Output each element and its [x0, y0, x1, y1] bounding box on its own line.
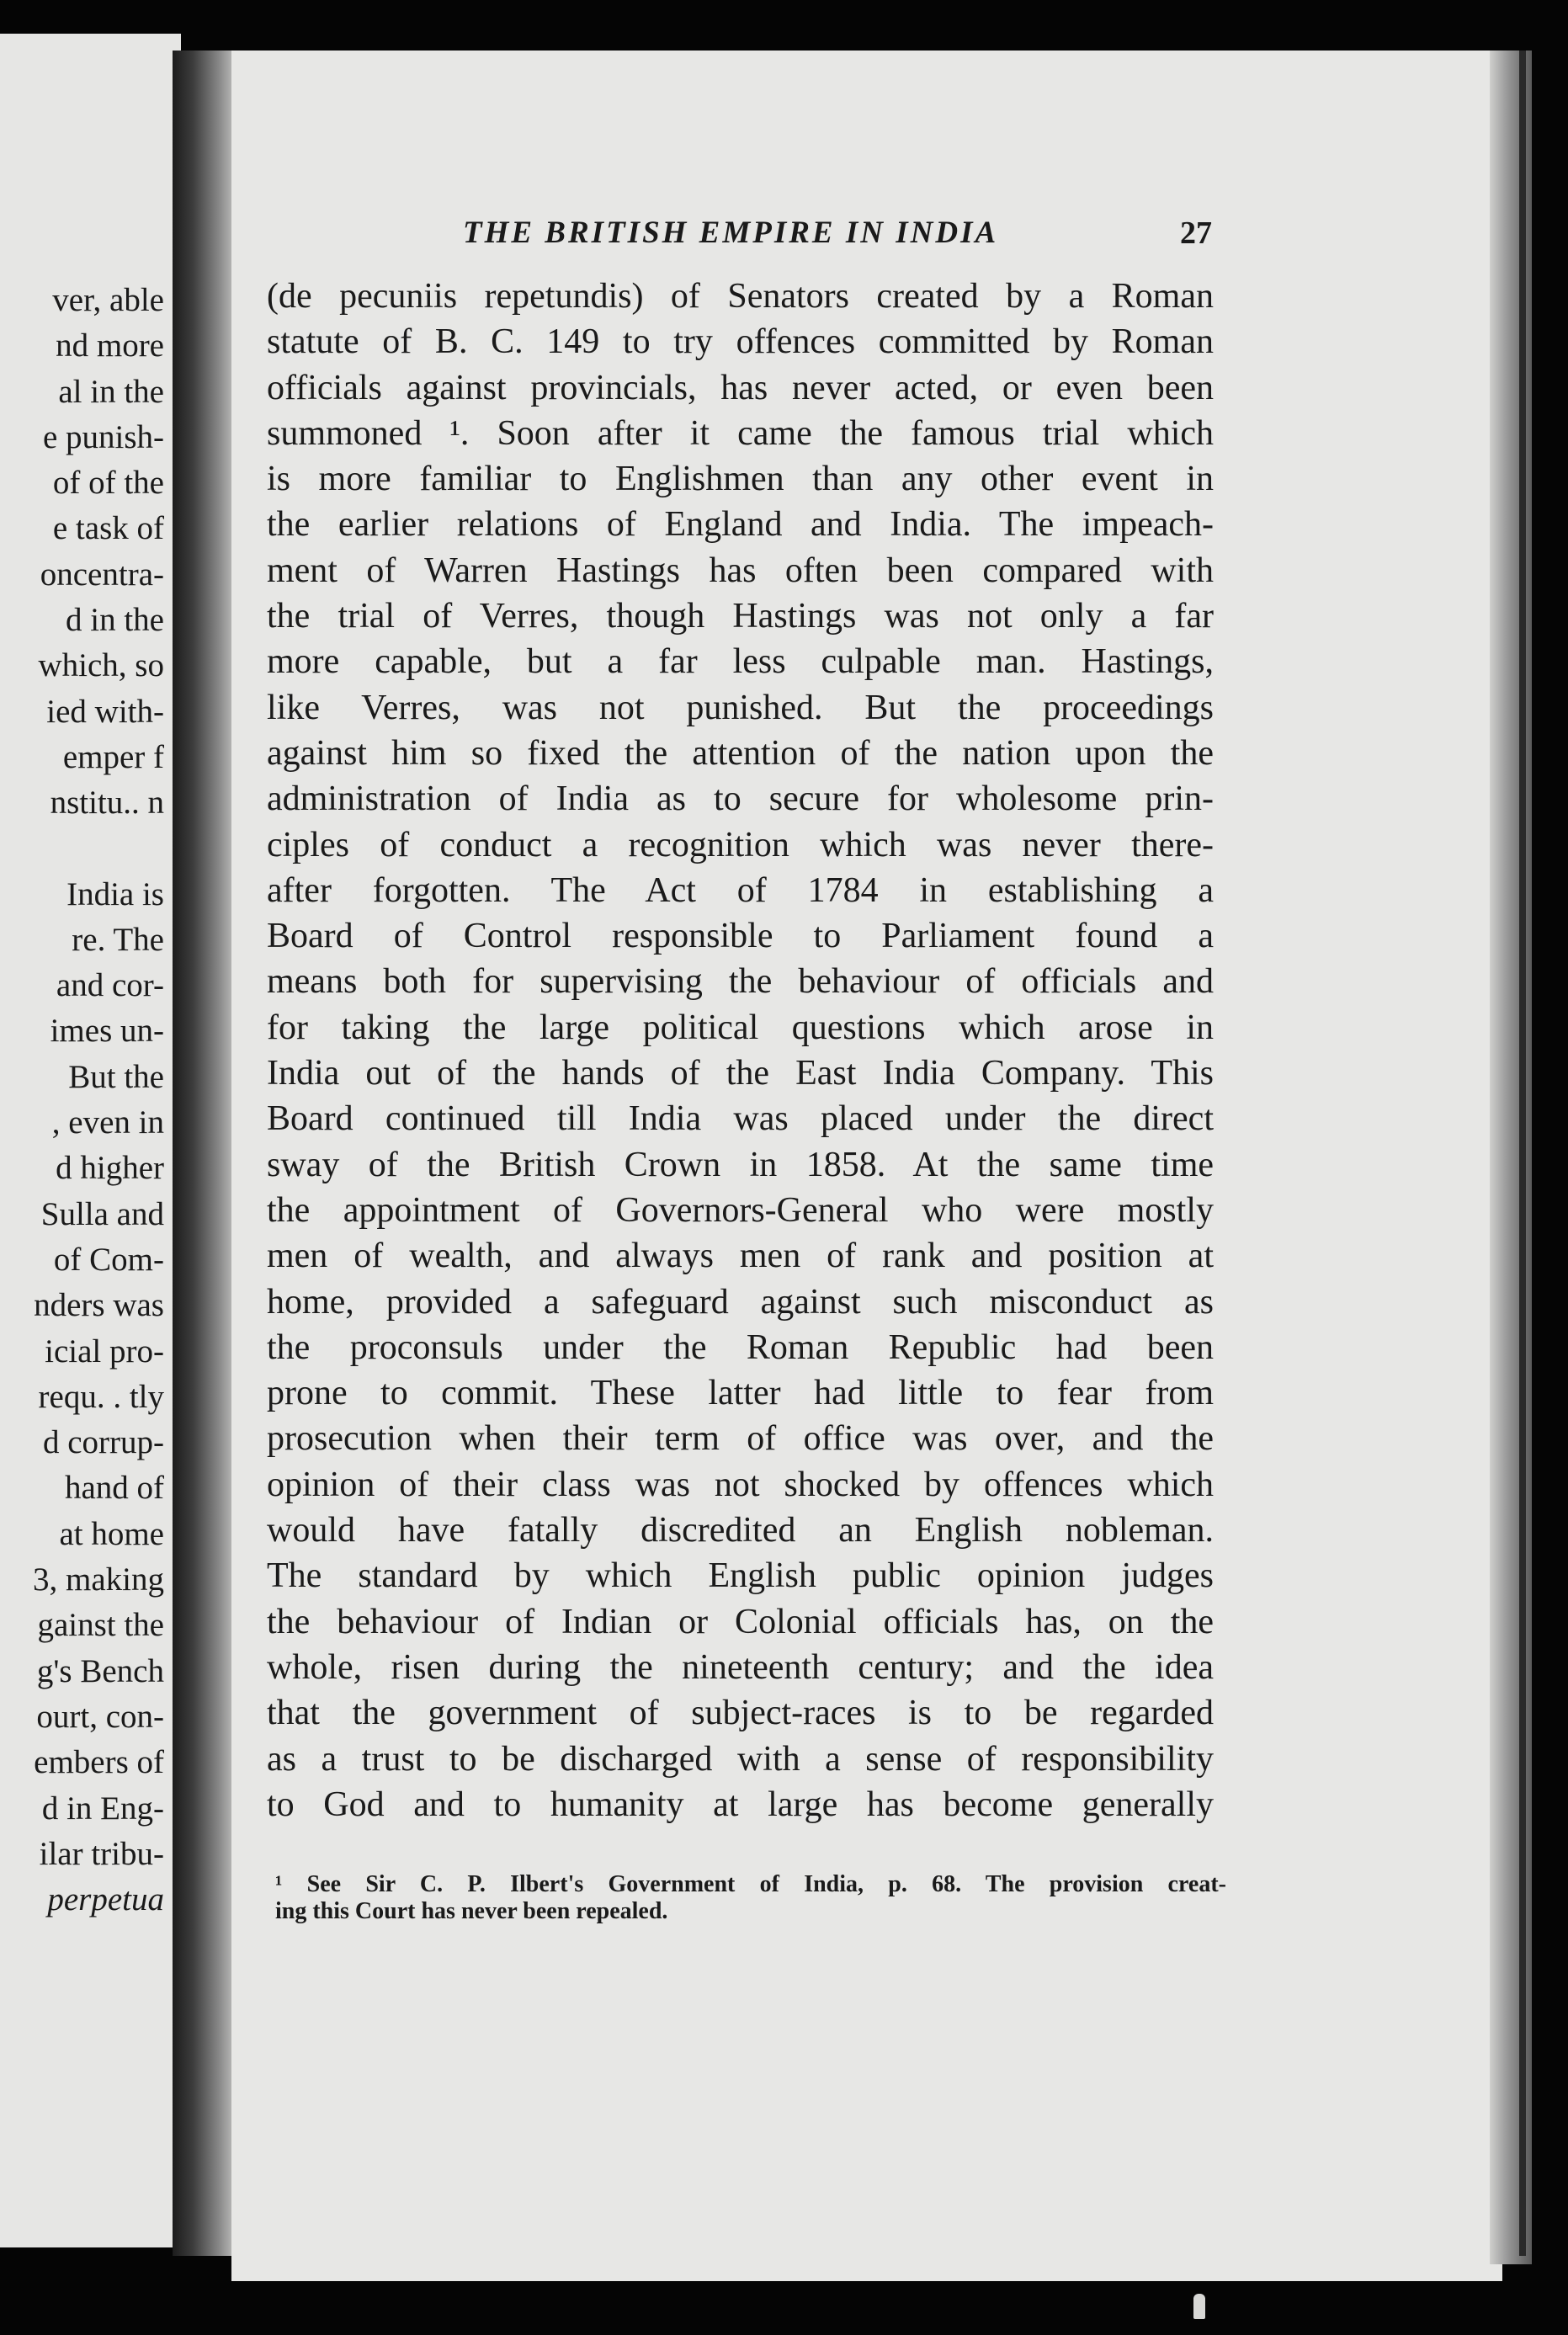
page-number: 27 [1180, 215, 1212, 251]
left-page-text [0, 278, 164, 1923]
left-page-line: imes un- [50, 1013, 164, 1050]
left-page-line: e punish- [42, 418, 164, 455]
body-line: The standard by which English public opinion judges [267, 1556, 1214, 1596]
body-line: ment of Warren Hastings has often been compared with [267, 551, 1214, 590]
body-line: summoned ¹. Soon after it came the famous trial which [267, 413, 1214, 453]
body-line: officials against provincials, has never acted, or even been [267, 368, 1214, 407]
left-page-line: d corrup- [42, 1424, 164, 1461]
body-line: prosecution when their term of office was over, and the [267, 1419, 1214, 1459]
left-page-line: d in the [66, 602, 164, 639]
body-line: as a trust to be discharged with a sense of responsibility [267, 1739, 1214, 1779]
footnote-line: ing this Court has never been repealed. [275, 1898, 668, 1924]
body-line: would have fatally discredited an English nobleman. [267, 1511, 1214, 1550]
body-line: administration of India as to secure for wholesome prin- [267, 779, 1214, 819]
left-page-line: nders was [34, 1287, 164, 1324]
left-page-line: But the [68, 1058, 164, 1095]
left-page-line: g's Bench [36, 1652, 164, 1689]
body-line: for taking the large political questions which arose in [267, 1008, 1214, 1047]
body-line: India out of the hands of the East India Company. This [267, 1054, 1214, 1093]
body-line: the proconsuls under the Roman Republic had been [267, 1327, 1214, 1367]
body-line: is more familiar to Englishmen than any other event in [267, 460, 1214, 499]
body-line: that the government of subject-races is to be regarded [267, 1694, 1214, 1733]
running-title: THE BRITISH EMPIRE IN INDIA [463, 215, 999, 250]
left-page-line: hand of [64, 1470, 164, 1507]
left-page-line: India is [66, 875, 164, 912]
body-line: against him so fixed the attention of the nation upon the [267, 733, 1214, 773]
left-page-line: emper f [62, 738, 164, 775]
left-page-line: requ. . tly [38, 1378, 164, 1415]
body-line: home, provided a safeguard against such misconduct as [267, 1282, 1214, 1322]
body-line: sway of the British Crown in 1858. At the same time [267, 1145, 1214, 1184]
left-page-line: oncentra- [40, 556, 164, 593]
body-line: the trial of Verres, though Hastings was not only a far [267, 597, 1214, 636]
body-line: the appointment of Governors-General who were mostly [267, 1190, 1214, 1230]
left-page-line: al in the [58, 373, 164, 410]
left-page-line: e task of [52, 510, 164, 547]
page-header [463, 215, 1212, 265]
left-page-line: gainst the [37, 1607, 164, 1644]
left-page-line: , even in [51, 1104, 164, 1141]
left-page-line: and cor- [56, 967, 164, 1004]
left-page-line: re. The [72, 921, 164, 958]
body-line: Board of Control responsible to Parliament found a [267, 917, 1214, 956]
left-page-line: d in Eng- [41, 1790, 164, 1827]
left-page-line [0, 827, 164, 872]
body-line: like Verres, was not punished. But the proceedings [267, 688, 1214, 727]
left-page-line: ourt, con- [36, 1698, 164, 1735]
left-page-line: perpetua [47, 1881, 164, 1918]
body-line: statute of B. C. 149 to try offences committed by Roman [267, 322, 1214, 362]
facing-left-page [0, 34, 181, 2247]
body-line: to God and to humanity at large has become generally [267, 1784, 1214, 1824]
right-edge-line [1519, 51, 1526, 2256]
scan-artifact [1193, 2294, 1205, 2319]
book-gutter-shadow [173, 51, 240, 2256]
footnote [275, 1871, 1226, 1925]
body-line: after forgotten. The Act of 1784 in establishing a [267, 870, 1214, 910]
body-line: (de pecuniis repetundis) of Senators created by a Roman [267, 277, 1214, 316]
left-page-line: at home [59, 1515, 164, 1552]
left-page-line: of Com- [53, 1241, 164, 1278]
footnote-line: ¹ See Sir C. P. Ilbert's Government of India, p. 68. The provision creat- [275, 1871, 1226, 1897]
left-page-line: ilar tribu- [39, 1835, 164, 1872]
body-line: the earlier relations of England and India. The impeach- [267, 505, 1214, 545]
body-line: men of wealth, and always men of rank and position at [267, 1237, 1214, 1276]
left-page-line: d higher [56, 1150, 164, 1187]
body-line: means both for supervising the behaviour of officials and [267, 962, 1214, 1002]
left-page-line: 3, making [33, 1561, 164, 1598]
body-line: the behaviour of Indian or Colonial officials has, on the [267, 1602, 1214, 1641]
body-text [267, 274, 1214, 1827]
left-page-line: nstitu.. n [50, 785, 164, 822]
body-line: Board continued till India was placed under the direct [267, 1099, 1214, 1139]
left-page-line: nd more [56, 327, 164, 364]
left-page-line: ied with- [46, 693, 164, 730]
left-page-line: ver, able [52, 282, 164, 318]
body-line: more capable, but a far less culpable man. Hastings, [267, 642, 1214, 682]
left-page-line: icial pro- [45, 1332, 164, 1370]
body-line: ciples of conduct a recognition which was never there- [267, 825, 1214, 864]
body-line: opinion of their class was not shocked by offences which [267, 1465, 1214, 1504]
left-page-line: of of the [52, 465, 164, 502]
left-page-line: which, so [38, 647, 164, 684]
body-line: whole, risen during the nineteenth century; and the idea [267, 1647, 1214, 1687]
left-page-line: embers of [34, 1744, 164, 1781]
body-line: prone to commit. These latter had little to fear from [267, 1374, 1214, 1413]
left-page-line: Sulla and [40, 1195, 164, 1232]
